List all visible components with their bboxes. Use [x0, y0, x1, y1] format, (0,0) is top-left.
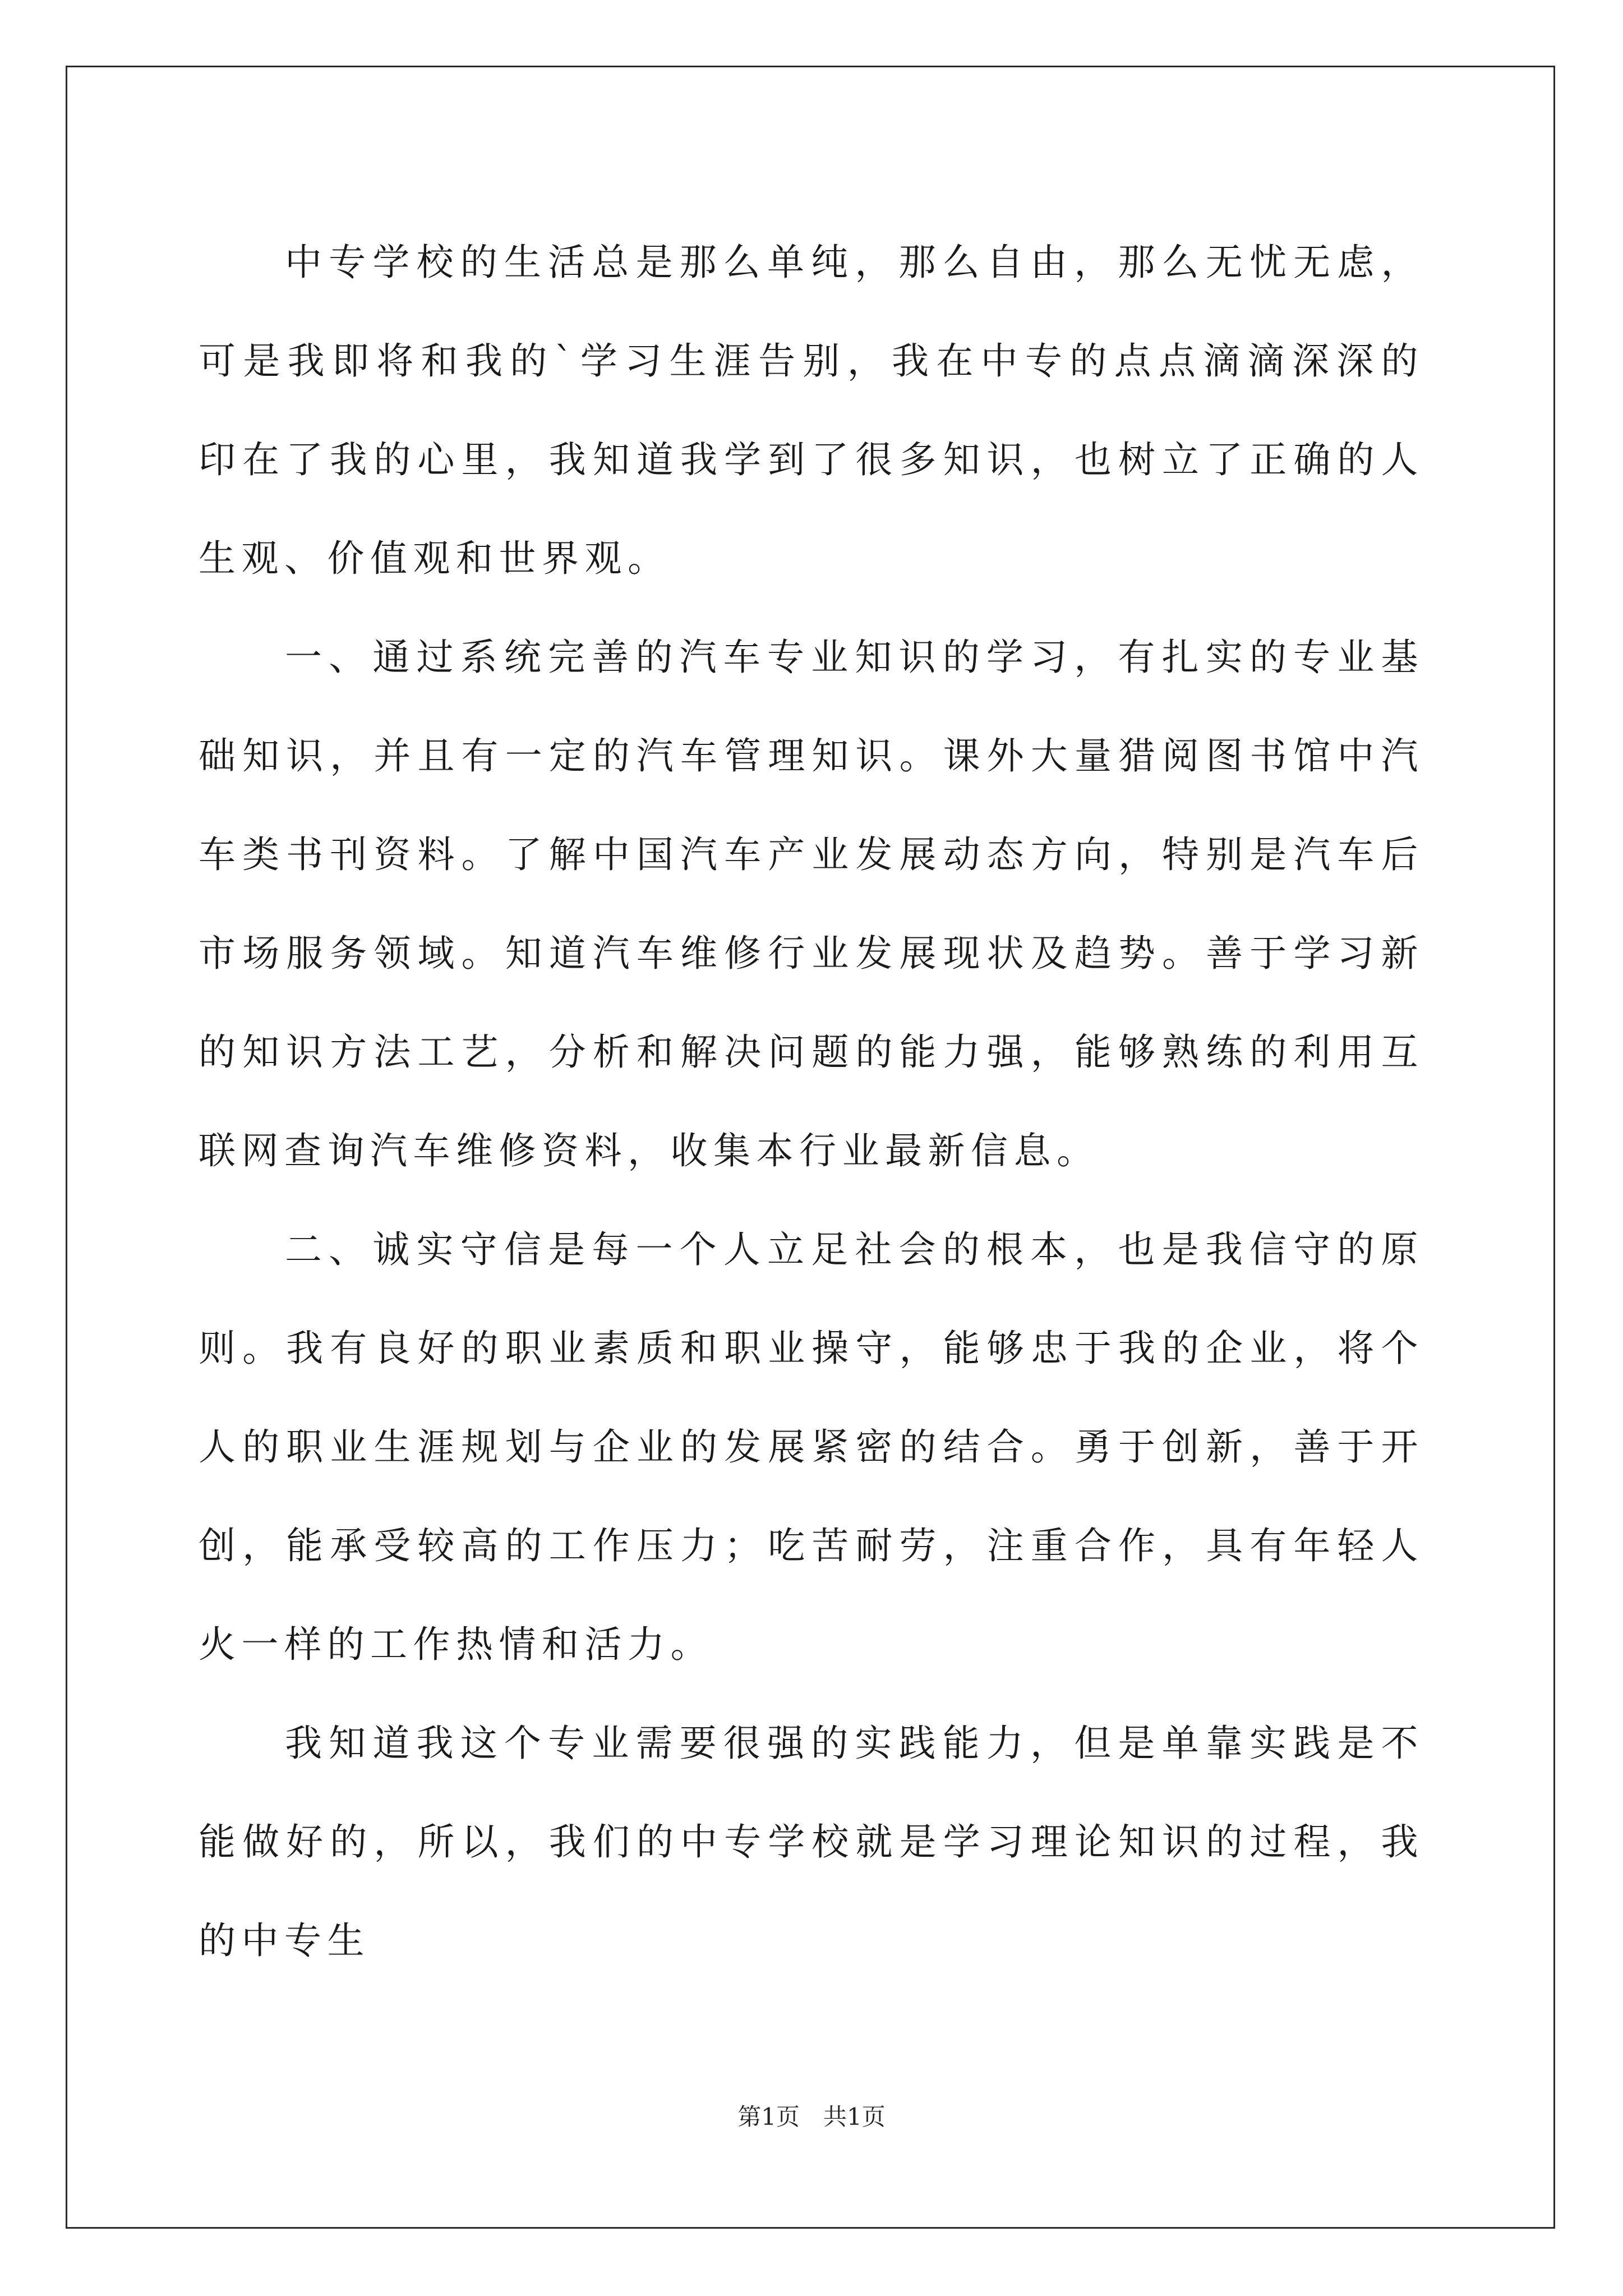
- document-body: [199, 213, 1424, 1990]
- paragraph-intro: 中专学校的生活总是那么单纯，那么自由，那么无忧无虑，可是我即将和我的`学习生涯告别，我在中专的点点滴滴深深的印在了我的心里，我知道我学到了很多知识，也树立了正确的人生观、价值观和世界观。: [199, 241, 1424, 580]
- paragraph-point-two: 二、诚实守信是每一个人立足社会的根本，也是我信守的原则。我有良好的职业素质和职业操守，能够忠于我的企业，将个人的职业生涯规划与企业的发展紧密的结合。勇于创新，善于开创，能承受较高的工作压力；吃苦耐劳，注重合作，具有年轻人火一样的工作热情和活力。: [199, 1228, 1424, 1666]
- paragraph-point-one: 一、通过系统完善的汽车专业知识的学习，有扎实的专业基础知识，并且有一定的汽车管理知识。课外大量猎阅图书馆中汽车类书刊资料。了解中国汽车产业发展动态方向，特别是汽车后市场服务领域。知道汽车维修行业发展现状及趋势。善于学习新的知识方法工艺，分析和解决问题的能力强，能够熟练的利用互联网查询汽车维修资料，收集本行业最新信息。: [199, 636, 1424, 1172]
- paragraph-practice: 我知道我这个专业需要很强的实践能力，但是单靠实践是不能做好的，所以，我们的中专学校就是学习理论知识的过程，我的中专生: [199, 1722, 1424, 1962]
- page-number-footer: 第1页 共1页: [737, 2103, 886, 2131]
